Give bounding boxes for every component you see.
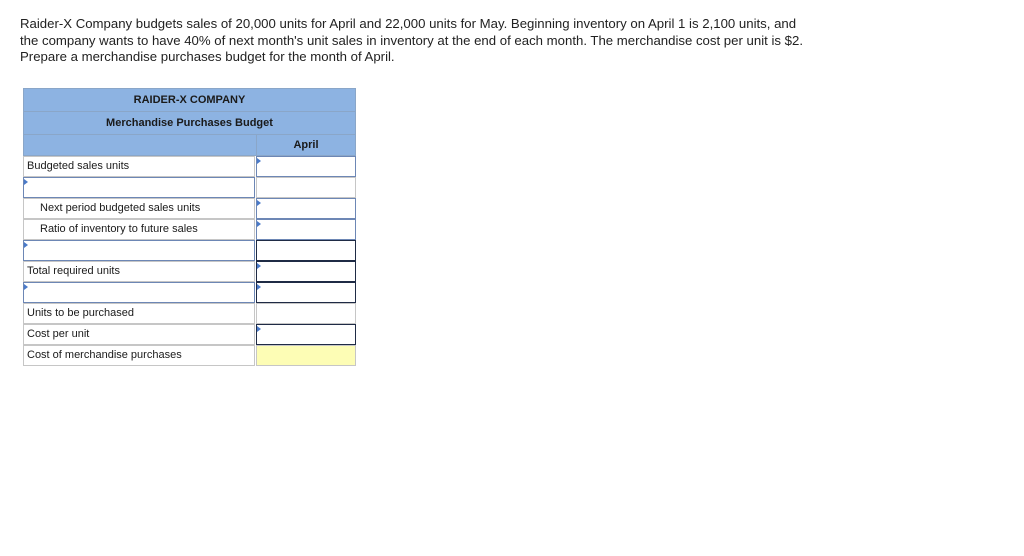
row-units-purchased [23, 303, 356, 324]
ratio-april-input[interactable] [257, 221, 355, 240]
units-purchased-label: Units to be purchased [23, 303, 255, 324]
problem-line-3: Prepare a merchandise purchases budget for the month of April. [20, 49, 395, 65]
input-marker-icon [257, 284, 261, 290]
cost-per-unit-april-cell[interactable] [256, 324, 356, 345]
budgeted-sales-april-cell[interactable] [256, 156, 356, 177]
row-budgeted-sales [23, 156, 356, 177]
cost-merch-label: Cost of merchandise purchases [23, 345, 255, 366]
problem-line-1: Raider-X Company budgets sales of 20,000 units for April and 22,000 units for May. Beginning inventory on April 1 is 2,100 units, and [20, 16, 797, 31]
row-cost-per-unit [23, 324, 356, 345]
cost-per-unit-label: Cost per unit [23, 324, 255, 345]
cost-per-unit-april-input[interactable] [257, 326, 355, 345]
total-required-april-cell[interactable] [256, 261, 356, 282]
row-cost-merch [23, 345, 356, 366]
cost-merch-april-cell [256, 345, 356, 366]
total-required-april-input[interactable] [257, 263, 355, 282]
blank-april-input-3[interactable] [257, 284, 355, 303]
company-name-header: RAIDER-X COMPANY [23, 88, 356, 111]
april-column-header: April [256, 135, 356, 156]
row-ratio [23, 219, 356, 240]
blank-april-input-2[interactable] [257, 242, 355, 261]
problem-statement [20, 16, 900, 66]
dropdown-marker-icon [24, 242, 28, 248]
total-required-label: Total required units [23, 261, 255, 282]
dropdown-marker-icon [24, 284, 28, 290]
input-marker-icon [257, 326, 261, 332]
label-column-header [23, 135, 256, 156]
blank-april-cell-1 [256, 177, 356, 198]
budgeted-sales-april-input[interactable] [257, 158, 355, 177]
blank-label-select-1[interactable] [23, 177, 255, 198]
blank-april-cell-3[interactable] [256, 282, 356, 303]
ratio-april-cell[interactable] [256, 219, 356, 240]
dropdown-marker-icon [24, 179, 28, 185]
row-total-required [23, 261, 356, 282]
ratio-label: Ratio of inventory to future sales [23, 219, 255, 240]
next-period-april-input[interactable] [257, 200, 355, 219]
next-period-label: Next period budgeted sales units [23, 198, 255, 219]
column-header-row [23, 135, 356, 156]
input-marker-icon [257, 263, 261, 269]
units-purchased-april-input[interactable] [257, 305, 355, 324]
purchases-budget-worksheet [23, 88, 356, 366]
row-blank-1 [23, 177, 356, 198]
row-next-period [23, 198, 356, 219]
budgeted-sales-label: Budgeted sales units [23, 156, 255, 177]
row-blank-3 [23, 282, 356, 303]
input-marker-icon [257, 158, 261, 164]
units-purchased-april-cell[interactable] [256, 303, 356, 324]
blank-label-select-3[interactable] [23, 282, 255, 303]
next-period-april-cell[interactable] [256, 198, 356, 219]
problem-line-2: the company wants to have 40% of next month's unit sales in inventory at the end of each month. The merchandise cost per unit is $2. [20, 32, 803, 48]
budget-title-header: Merchandise Purchases Budget [23, 111, 356, 135]
blank-april-cell-2[interactable] [256, 240, 356, 261]
row-blank-2 [23, 240, 356, 261]
blank-label-select-2[interactable] [23, 240, 255, 261]
input-marker-icon [257, 221, 261, 227]
input-marker-icon [257, 200, 261, 206]
